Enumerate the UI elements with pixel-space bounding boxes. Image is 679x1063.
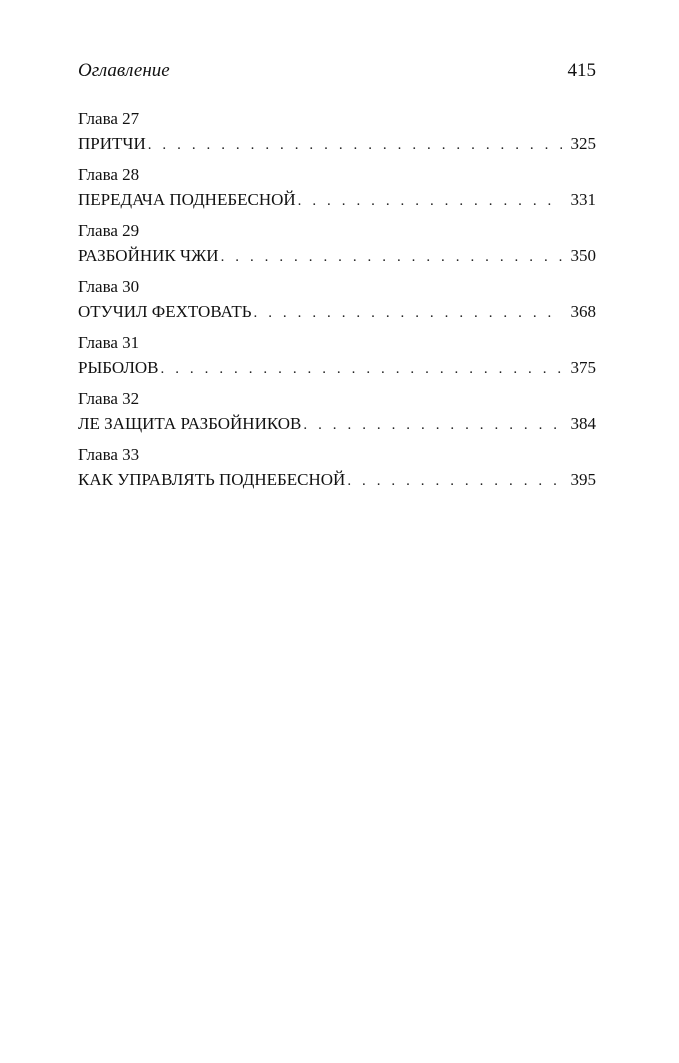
toc-entry-line (78, 468, 596, 493)
toc-entry-line (78, 412, 596, 437)
chapter-page-number: 375 (570, 358, 596, 377)
chapter-title: РАЗБОЙНИК ЧЖИ (78, 246, 219, 265)
running-head (78, 58, 596, 84)
chapter-page-number: 325 (570, 134, 596, 153)
book-page (78, 0, 596, 1063)
toc-entry-chapter-30 (78, 275, 596, 331)
chapter-label: Глава 29 (78, 221, 140, 240)
chapter-title: ПЕРЕДАЧА ПОДНЕБЕСНОЙ (78, 190, 296, 209)
toc-entry-chapter-29 (78, 219, 596, 275)
chapter-label: Глава 31 (78, 333, 140, 352)
chapter-page-number: 331 (570, 190, 596, 209)
toc-entry-chapter-28 (78, 163, 596, 219)
toc-entry-chapter-31 (78, 331, 596, 387)
chapter-label: Глава 30 (78, 277, 140, 296)
chapter-page-number: 384 (570, 414, 596, 433)
dot-leader (221, 245, 562, 269)
chapter-page-number: 368 (570, 302, 596, 321)
chapter-label: Глава 28 (78, 165, 140, 184)
dot-leader (148, 133, 562, 157)
toc-entry-line (78, 188, 596, 213)
toc-entry-line (78, 244, 596, 269)
toc-entry-line (78, 356, 596, 381)
chapter-title: КАК УПРАВЛЯТЬ ПОДНЕБЕСНОЙ (78, 470, 346, 489)
dot-leader (347, 469, 562, 493)
dot-leader (161, 357, 562, 381)
dot-leader (303, 413, 562, 437)
toc-entry-chapter-27 (78, 107, 596, 163)
toc-entry-line (78, 132, 596, 157)
running-title: Оглавление (78, 60, 170, 81)
toc-entry-chapter-32 (78, 387, 596, 443)
chapter-label: Глава 32 (78, 389, 140, 408)
toc-entry-line (78, 300, 596, 325)
dot-leader (254, 301, 562, 325)
chapter-label: Глава 33 (78, 445, 140, 464)
chapter-label: Глава 27 (78, 109, 140, 128)
toc-entry-chapter-33 (78, 443, 596, 499)
chapter-page-number: 395 (570, 470, 596, 489)
chapter-page-number: 350 (570, 246, 596, 265)
chapter-title: ЛЕ ЗАЩИТА РАЗБОЙНИКОВ (78, 414, 302, 433)
page-number: 415 (567, 60, 596, 81)
chapter-title: ОТУЧИЛ ФЕХТОВАТЬ (78, 302, 252, 321)
table-of-contents (78, 107, 596, 499)
dot-leader (298, 189, 562, 213)
chapter-title: ПРИТЧИ (78, 134, 146, 153)
chapter-title: РЫБОЛОВ (78, 358, 159, 377)
